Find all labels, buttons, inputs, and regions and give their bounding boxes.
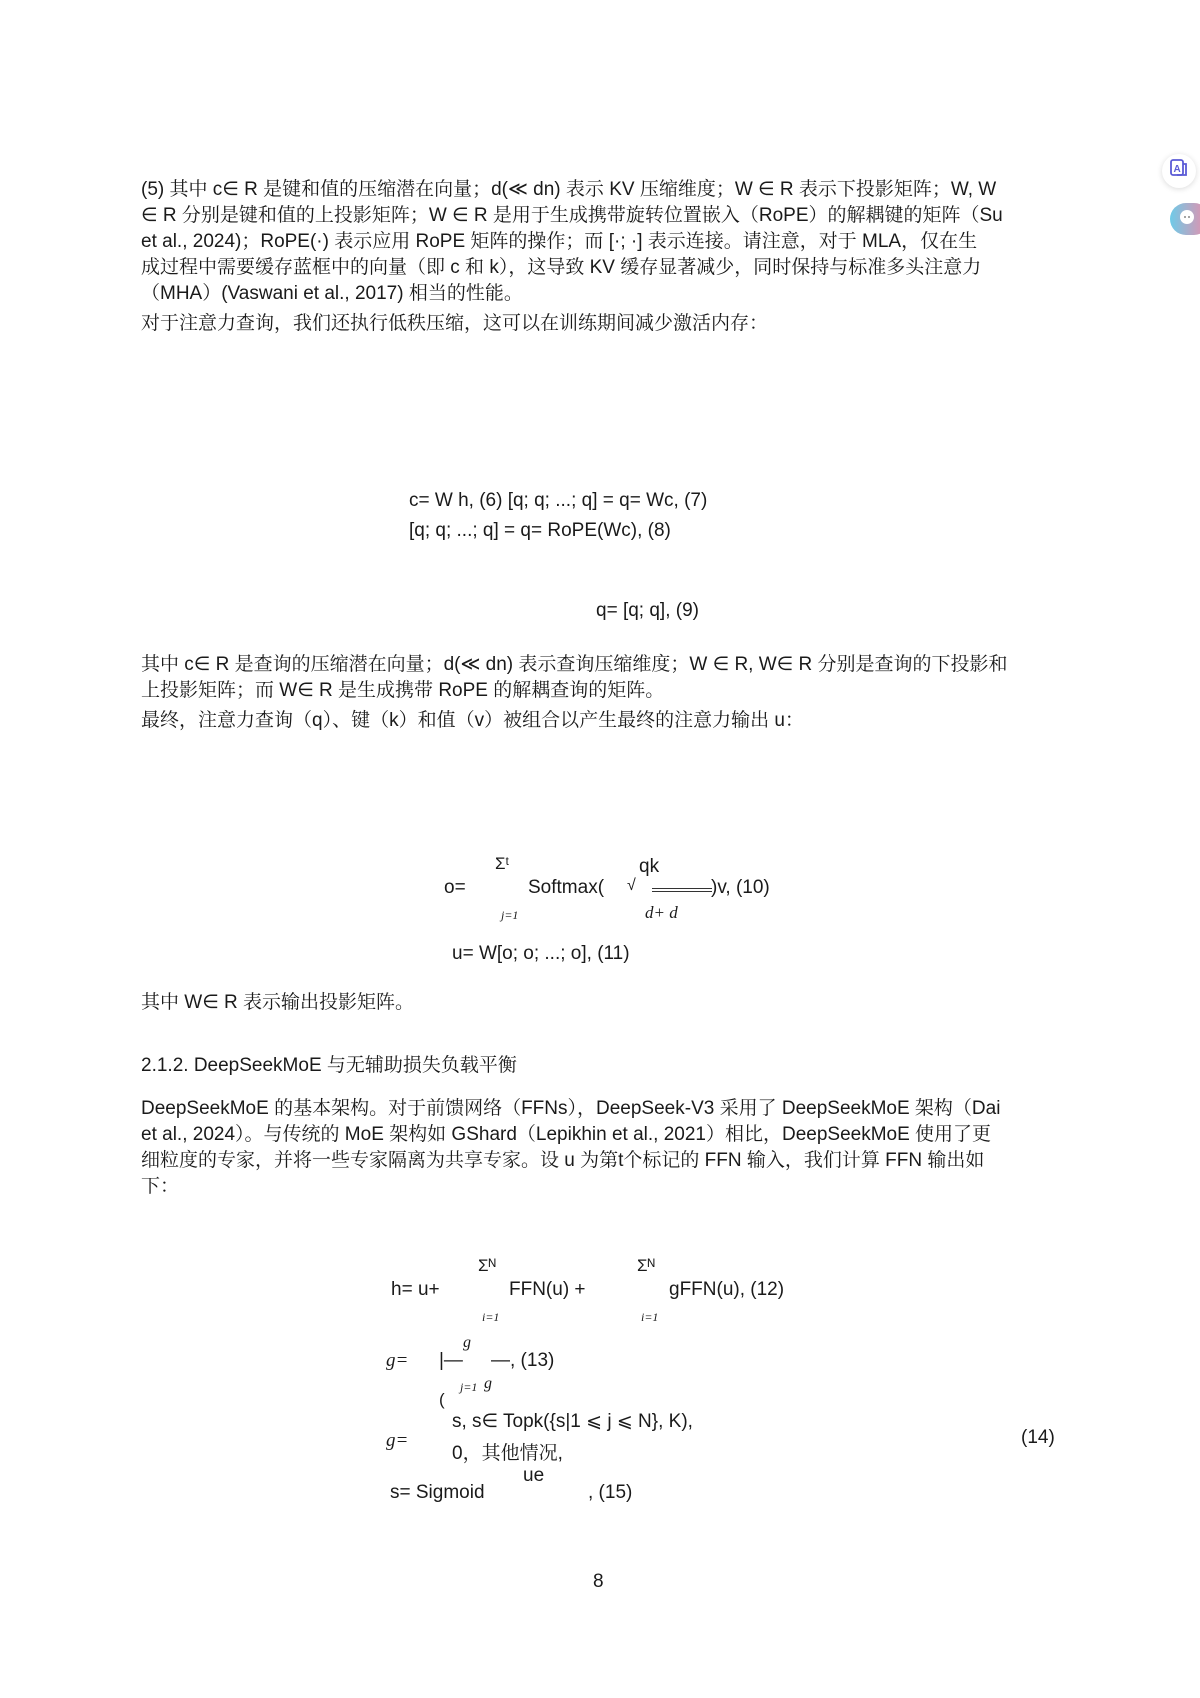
fraction-denominator: g (484, 1375, 492, 1392)
fraction-numerator: qk (639, 856, 660, 877)
sum-subscript: j=1 (501, 908, 519, 922)
sum-subscript: i=1 (482, 1310, 500, 1324)
page-number: 8 (593, 1571, 604, 1592)
softmax-label: Softmax( (528, 877, 605, 898)
text-line: DeepSeekMoE 的基本架构。对于前馈网络（FFNs），DeepSeek-V3 采用了 DeepSeekMoE 架构（Dai (141, 1098, 1001, 1119)
sum-subscript: j=1 (460, 1380, 478, 1394)
case-2: 0，其他情况, (452, 1443, 563, 1464)
eq-lhs: o= (444, 877, 466, 898)
fraction-bar: |— (439, 1350, 463, 1371)
text-line: 最终，注意力查询（q）、键（k）和值（v）被组合以产生最终的注意力输出 u： (141, 710, 804, 731)
fraction-bar (652, 888, 712, 892)
fraction-numerator: g (463, 1334, 471, 1351)
section-heading: 2.1.2. DeepSeekMoE 与无辅助损失负载平衡 (141, 1055, 517, 1076)
sqrt-symbol: √ (627, 877, 636, 894)
equation-6-7: c= W h, (6) [q; q; ...; q] = q= Wc, (7) (409, 490, 708, 511)
equation-number: (14) (1021, 1427, 1055, 1448)
eq-lhs: s= Sigmoid (390, 1482, 485, 1503)
sum-symbol: Σᴺ (637, 1256, 655, 1275)
eq-superscript: ue (523, 1465, 545, 1486)
fraction-denominator: d+ d (645, 903, 678, 922)
text-line: 下： (141, 1176, 180, 1197)
text-line: （MHA）(Vaswani et al., 2017) 相当的性能。 (141, 283, 523, 304)
eq-lhs: g= (386, 1350, 409, 1371)
text-line: 上投影矩阵；而 W∈ R 是生成携带 RoPE 的解耦查询的矩阵。 (141, 680, 665, 701)
brace: ( (439, 1390, 445, 1409)
text-line: 细粒度的专家，并将一些专家隔离为共享专家。设 u 为第t个标记的 FFN 输入，我们计算 FFN 输出如 (141, 1150, 985, 1171)
case-1: s, s∈ Topk({s|1 ⩽ j ⩽ N}, K), (452, 1411, 693, 1432)
eq-tail: , (15) (588, 1482, 633, 1503)
paragraph-query-compression (141, 655, 1008, 737)
text-line: (5) 其中 c∈ R 是键和值的压缩潜在向量；d(≪ dn) 表示 KV 压缩维度；W ∈ R 表示下投影矩阵；W, W (141, 179, 997, 200)
paragraph-output-projection: 其中 W∈ R 表示输出投影矩阵。 (141, 992, 415, 1013)
translate-button[interactable] (1162, 154, 1196, 188)
sum-symbol: Σᵗ (495, 854, 510, 873)
text-line: 其中 c∈ R 是查询的压缩潜在向量；d(≪ dn) 表示查询压缩维度；W ∈ R, W∈ R 分别是查询的下投影和 (141, 654, 1008, 675)
equation-11: u= W[o; o; ...; o], (11) (452, 943, 630, 964)
eq-tail: gFFN(u), (12) (669, 1279, 785, 1300)
equation-9: q= [q; q], (9) (596, 600, 699, 621)
assistant-button[interactable] (1170, 203, 1200, 235)
equation-8: [q; q; ...; q] = q= RoPE(Wc), (8) (409, 520, 671, 541)
text-line: et al., 2024)；RoPE(·) 表示应用 RoPE 矩阵的操作；而 [·; ·] 表示连接。请注意，对于 MLA，仅在生 (141, 231, 978, 252)
paragraph-mla-kv (141, 180, 1003, 340)
eq-lhs: h= u+ (391, 1279, 440, 1300)
text-line: 成过程中需要缓存蓝框中的向量（即 c 和 k），这导致 KV 缓存显著减少，同时保持与标准多头注意力 (141, 257, 982, 278)
sum-symbol: Σᴺ (478, 1256, 496, 1275)
paragraph-deepseekmoe (141, 1099, 1000, 1203)
sum-subscript: i=1 (641, 1310, 659, 1324)
text-line: et al., 2024）。与传统的 MoE 架构如 GShard（Lepikhin et al., 2021）相比，DeepSeekMoE 使用了更 (141, 1124, 992, 1145)
translate-icon (1169, 158, 1189, 184)
assistant-icon (1178, 207, 1196, 231)
svg-text:A: A (1173, 164, 1181, 175)
eq-lhs: g= (386, 1430, 409, 1451)
text-line: ∈ R 分别是键和值的上投影矩阵；W ∈ R 是用于生成携带旋转位置嵌入（RoPE）的解耦键的矩阵（Su (141, 205, 1003, 226)
eq-tail: —, (13) (491, 1350, 555, 1371)
eq-tail: )v, (10) (711, 877, 770, 898)
eq-term: FFN(u) + (509, 1279, 586, 1300)
text-line: 对于注意力查询，我们还执行低秩压缩，这可以在训练期间减少激活内存： (141, 313, 769, 334)
